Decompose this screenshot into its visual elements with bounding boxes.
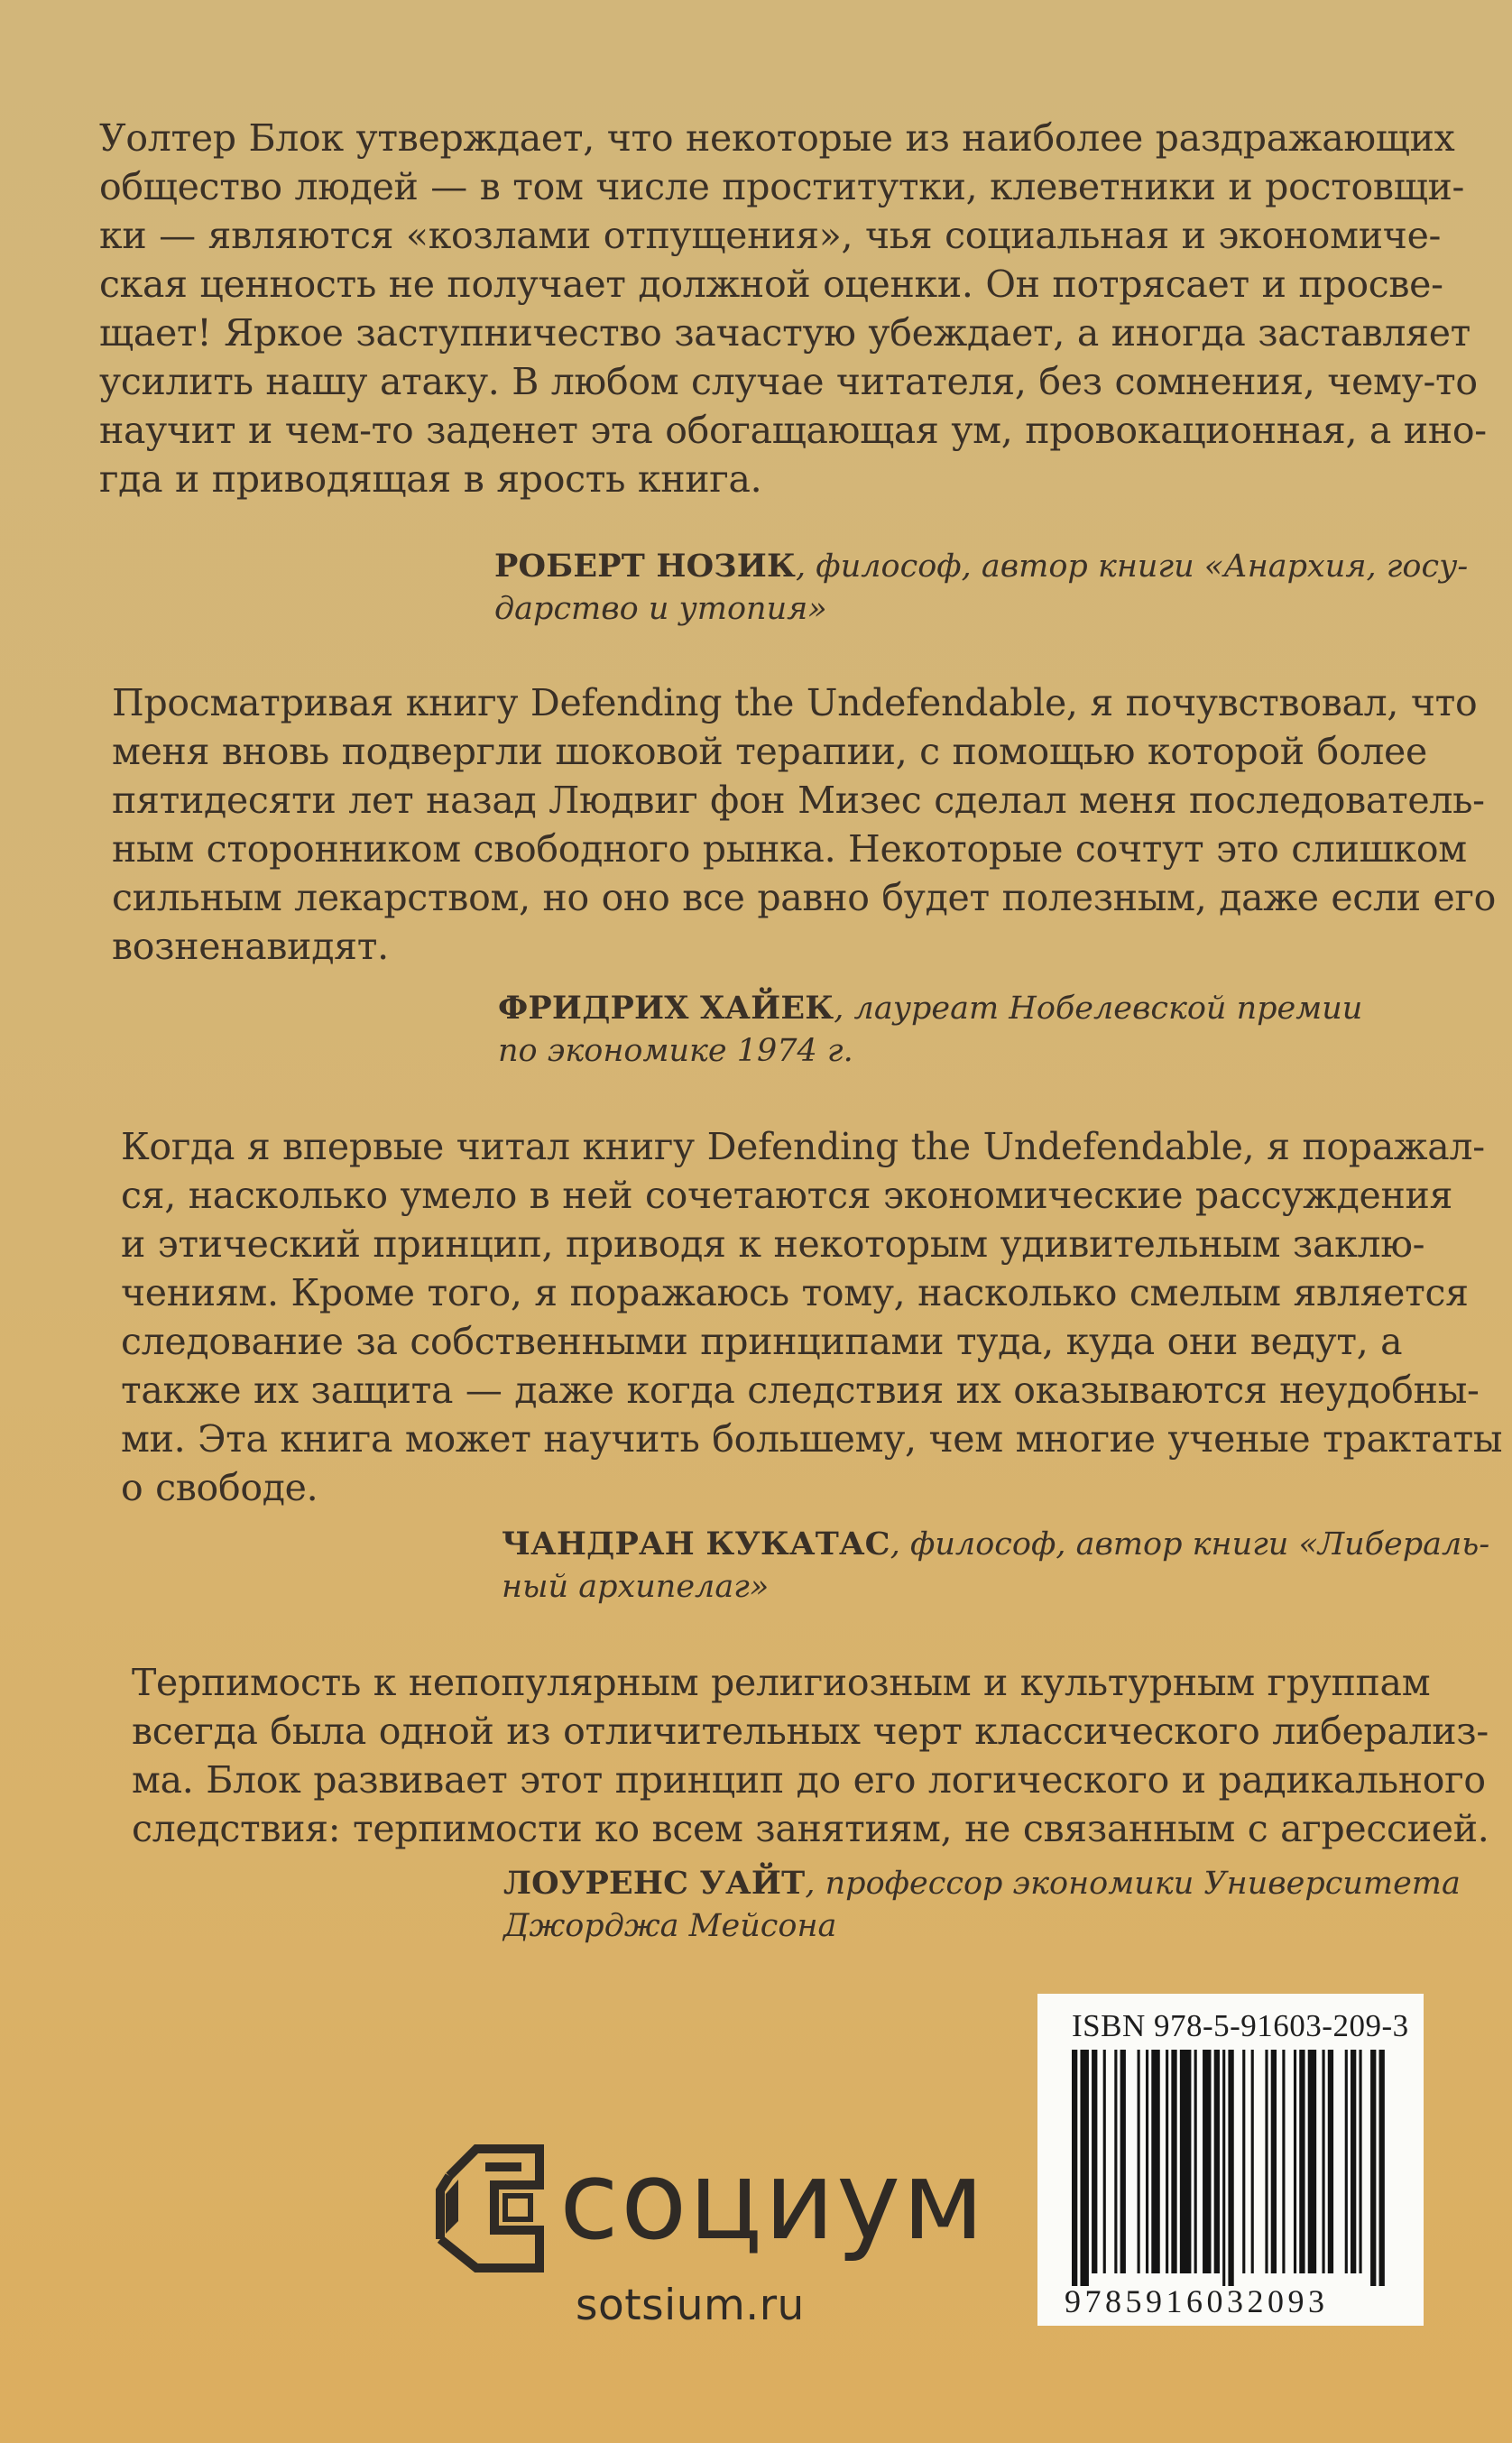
quote-3-attribution bbox=[502, 1523, 1490, 1609]
quote-line: Терпимость к непопулярным религиозным и культурным группам bbox=[132, 1661, 1431, 1704]
barcode-bar bbox=[1203, 2050, 1211, 2273]
author-role: ный архипелаг» bbox=[502, 1569, 770, 1605]
quote-line: научит и чем-то заденет эта обогащающая ум, провокационная, а ино- bbox=[99, 409, 1487, 452]
quote-line: сильным лекарством, но оно все равно будет полезным, даже если его bbox=[112, 876, 1497, 919]
barcode-bar bbox=[1351, 2050, 1356, 2273]
author-name: ФРИДРИХ ХАЙЕК bbox=[498, 990, 834, 1027]
author-name: РОБЕРТ НОЗИК bbox=[494, 548, 797, 585]
quote-line: возненавидят. bbox=[112, 925, 389, 968]
quote-text bbox=[132, 1658, 1489, 1853]
barcode-bar bbox=[1222, 2050, 1225, 2286]
barcode-image bbox=[1072, 2050, 1388, 2286]
quote-line: следование за собственными принципами туда, куда они ведут, а bbox=[121, 1320, 1403, 1363]
quote-text bbox=[112, 678, 1497, 971]
quote-line: ки — являются «козлами отпущения», чья социальная и экономиче- bbox=[99, 214, 1442, 257]
quote-line: общество людей — в том числе проститутки, клеветники и ростовщи- bbox=[99, 165, 1465, 208]
quote-2-attribution bbox=[498, 987, 1481, 1073]
barcode-digits: 9785916032093 bbox=[1065, 2283, 1329, 2319]
barcode-bar bbox=[1080, 2050, 1088, 2286]
quote-3 bbox=[121, 1122, 1503, 1512]
barcode-bar bbox=[1103, 2050, 1106, 2273]
quote-1-attribution bbox=[494, 545, 1478, 631]
barcode-bar bbox=[1345, 2050, 1348, 2273]
barcode-bar bbox=[1114, 2050, 1117, 2273]
barcode-bar bbox=[1151, 2050, 1159, 2273]
author-role: , философ, автор книги «Анархия, госу- bbox=[796, 549, 1469, 585]
author-role: дарство и утопия» bbox=[494, 591, 827, 627]
barcode-bar bbox=[1228, 2050, 1233, 2286]
quote-line: всегда была одной из отличительных черт классического либерализ- bbox=[132, 1710, 1489, 1753]
publisher-name: социум bbox=[559, 2139, 986, 2264]
quote-line: ма. Блок развивает этот принцип до его логического и радикального bbox=[132, 1758, 1486, 1802]
quote-text bbox=[99, 114, 1487, 503]
author-role: по экономике 1974 г. bbox=[498, 1033, 853, 1069]
barcode-bar bbox=[1242, 2050, 1245, 2273]
author-name: ЧАНДРАН КУКАТАС bbox=[502, 1526, 890, 1563]
quote-1 bbox=[99, 114, 1487, 503]
barcode-bar bbox=[1166, 2050, 1168, 2273]
quote-line: ным сторонником свободного рынка. Некоторые сочтут это слишком bbox=[112, 827, 1467, 871]
quote-line: Уолтер Блок утверждает, что некоторые из наиболее раздражающих bbox=[99, 116, 1455, 160]
publisher-logo-icon bbox=[431, 2140, 549, 2277]
quote-line: также их защита — даже когда следствия их оказываются неудобны- bbox=[121, 1369, 1480, 1412]
barcode-bar bbox=[1282, 2050, 1285, 2273]
author-role: Джорджа Мейсона bbox=[503, 1908, 837, 1944]
author-role: , философ, автор книги «Либераль- bbox=[890, 1526, 1490, 1563]
quote-line: усилить нашу атаку. В любом случае читателя, без сомнения, чему-то bbox=[99, 360, 1478, 403]
barcode-bar bbox=[1171, 2050, 1176, 2273]
isbn-label: ISBN 978-5-91603-209-3 bbox=[1072, 2008, 1409, 2043]
quote-line: о свободе. bbox=[121, 1466, 318, 1509]
quote-line: Просматривая книгу Defending the Undefendable, я почувствовал, что bbox=[112, 681, 1478, 724]
quote-line: Когда я впервые читал книгу Defending the Undefendable, я поражал- bbox=[121, 1125, 1485, 1168]
barcode-bar bbox=[1379, 2050, 1385, 2286]
quote-line: ская ценность не получает должной оценки. Он потрясает и просве- bbox=[99, 263, 1443, 306]
barcode-bar bbox=[1180, 2050, 1192, 2273]
barcode-bar bbox=[1308, 2050, 1316, 2273]
barcode-bar bbox=[1251, 2050, 1254, 2273]
quote-line: пятидесяти лет назад Людвиг фон Мизес сделал меня последователь- bbox=[112, 779, 1485, 822]
barcode-bar bbox=[1370, 2050, 1376, 2286]
publisher-url: sotsium.ru bbox=[576, 2281, 805, 2330]
barcode-bar bbox=[1328, 2050, 1333, 2273]
quote-line: гда и приводящая в ярость книга. bbox=[99, 457, 762, 501]
quote-line: следствия: терпимости ко всем занятиям, не связанным с агрессией. bbox=[132, 1807, 1489, 1850]
barcode-bar bbox=[1092, 2050, 1097, 2273]
barcode-bar bbox=[1120, 2050, 1126, 2273]
quote-line: щает! Яркое заступничество зачастую убеждает, а иногда заставляет bbox=[99, 311, 1471, 355]
quote-line: меня вновь подвергли шоковой терапии, с помощью которой более bbox=[112, 730, 1427, 773]
barcode-bar bbox=[1299, 2050, 1305, 2273]
quote-line: и этический принцип, приводя к некоторым удивительным заклю- bbox=[121, 1222, 1425, 1266]
quote-text bbox=[121, 1122, 1503, 1512]
barcode-bar bbox=[1359, 2050, 1361, 2273]
barcode-bar bbox=[1194, 2050, 1197, 2273]
author-role: , профессор экономики Университета bbox=[805, 1866, 1461, 1902]
barcode-bar bbox=[1265, 2050, 1268, 2273]
quote-4 bbox=[132, 1658, 1489, 1853]
author-role: , лауреат Нобелевской премии bbox=[834, 991, 1363, 1027]
quote-line: ми. Эта книга может научить большему, чем многие ученые трактаты bbox=[121, 1417, 1503, 1461]
barcode-bar bbox=[1294, 2050, 1296, 2273]
isbn-barcode-box bbox=[1037, 1994, 1424, 2326]
barcode-bar bbox=[1271, 2050, 1277, 2273]
barcode-bar bbox=[1138, 2050, 1140, 2273]
author-name: ЛОУРЕНС УАЙТ bbox=[503, 1865, 806, 1902]
barcode-bar bbox=[1322, 2050, 1324, 2273]
quote-4-attribution bbox=[503, 1862, 1487, 1948]
barcode-bar bbox=[1072, 2050, 1077, 2286]
quote-2 bbox=[112, 678, 1497, 971]
quote-line: ся, насколько умело в ней сочетаются экономические рассуждения bbox=[121, 1174, 1453, 1217]
barcode-bar bbox=[1214, 2050, 1220, 2273]
barcode-bar bbox=[1146, 2050, 1148, 2273]
quote-line: чениям. Кроме того, я поражаюсь тому, насколько смелым является bbox=[121, 1271, 1469, 1314]
